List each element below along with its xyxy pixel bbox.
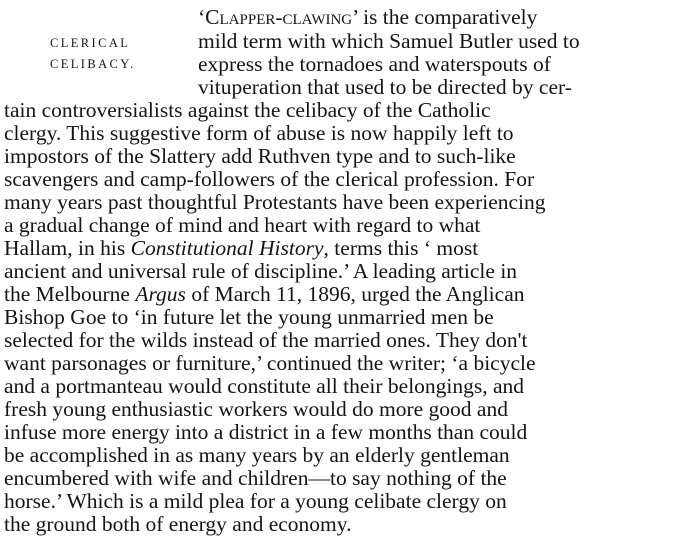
text-line: selected for the wilds instead of the married ones. They don't bbox=[4, 328, 528, 352]
italic-title: Constitutional History bbox=[130, 236, 324, 260]
text-line: encumbered with wife and children—to say nothing of the bbox=[4, 466, 507, 490]
text-line: the ground both of energy and economy. bbox=[4, 512, 352, 536]
text-line: fresh young enthusiastic workers would do more good and bbox=[4, 397, 508, 421]
text-line: vituperation that used to be directed by cer- bbox=[198, 75, 572, 99]
text-line: want parsonages or furniture,’ continued the writer; ‘a bicycle bbox=[4, 351, 536, 375]
text-line: ‘Clapper-clawing’ is the comparatively bbox=[198, 5, 538, 29]
text-line: horse.’ Which is a mild plea for a young celibate clergy on bbox=[4, 489, 507, 513]
small-caps-phrase: Clapper-clawing bbox=[205, 5, 353, 29]
text-line: tain controversialists against the celibacy of the Catholic bbox=[4, 98, 491, 122]
italic-title: Argus bbox=[135, 282, 186, 306]
text-line: mild term with which Samuel Butler used to bbox=[198, 29, 580, 53]
text-line: express the tornadoes and waterspouts of bbox=[198, 52, 551, 76]
marginal-note bbox=[50, 33, 190, 75]
text-line: Bishop Goe to ‘in future let the young unmarried men be bbox=[4, 305, 494, 329]
text-line: ancient and universal rule of discipline.’ A leading article in bbox=[4, 259, 518, 283]
text-line: scavengers and camp-followers of the clerical profession. For bbox=[4, 167, 535, 191]
text-line: a gradual change of mind and heart with regard to what bbox=[4, 213, 481, 237]
text-line: clergy. This suggestive form of abuse is now happily left to bbox=[4, 121, 514, 145]
marginal-note-line: CELIBACY. bbox=[50, 57, 136, 71]
marginal-note-line: CLERICAL bbox=[50, 36, 131, 50]
text-line: impostors of the Slattery add Ruthven type and to such-like bbox=[4, 144, 516, 168]
text-line: and a portmanteau would constitute all their belongings, and bbox=[4, 374, 525, 398]
text-line: many years past thoughtful Protestants have been experiencing bbox=[4, 190, 546, 214]
text-line: the Melbourne Argus of March 11, 1896, urged the Anglican bbox=[4, 282, 525, 306]
text-line: Hallam, in his Constitutional History, terms this ‘ most bbox=[4, 236, 479, 260]
text-line: be accomplished in as many years by an elderly gentleman bbox=[4, 443, 510, 467]
text-line: infuse more energy into a district in a few months than could bbox=[4, 420, 528, 444]
